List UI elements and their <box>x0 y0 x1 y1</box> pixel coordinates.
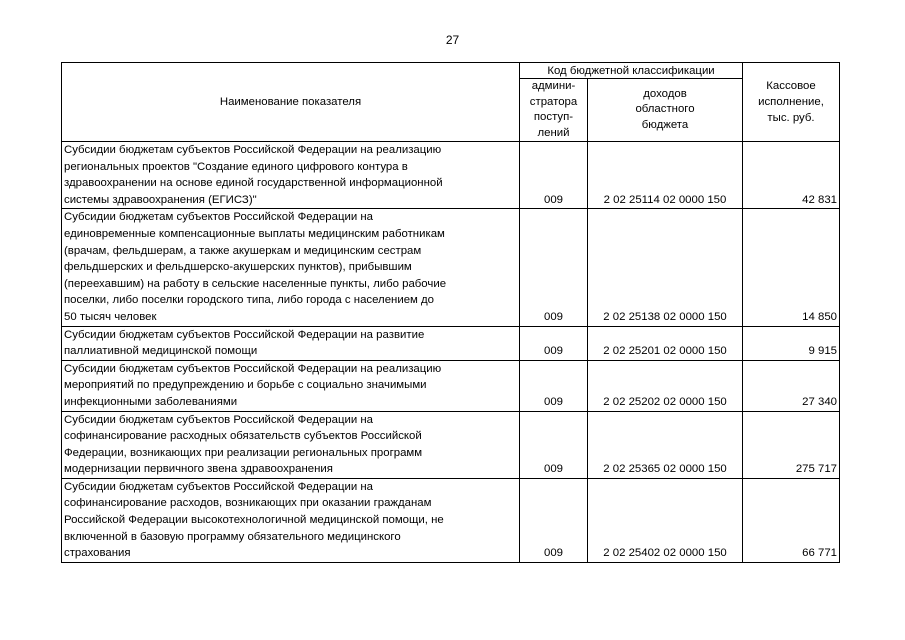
row-indicator-name: Субсидии бюджетам субъектов Российской Федерации на реализацию мероприятий по предупреждению и борьбе с социально значимыми инфекционными заболеваниями <box>62 360 520 411</box>
header-indicator-name: Наименование показателя <box>62 63 520 142</box>
row-cash-execution: 9 915 <box>743 326 840 360</box>
row-cash-execution: 42 831 <box>743 142 840 209</box>
row-indicator-name: Субсидии бюджетам субъектов Российской Федерации на реализацию региональных проектов "Создание единого цифрового контура в здравоохранении на основе единой государственной информационной системы здравоохранения (ЕГИСЗ)" <box>62 142 520 209</box>
header-administrator-text: админи- стратора поступ- лений <box>529 80 578 139</box>
budget-execution-table <box>61 62 840 563</box>
row-indicator-name: Субсидии бюджетам субъектов Российской Федерации на софинансирование расходов, возникающих при оказании гражданам Российской Федерации высокотехнологичной медицинской помощи, не включенной в базовую программу обязательного медицинского страхования <box>62 478 520 562</box>
row-administrator-code: 009 <box>520 478 588 562</box>
row-income-code: 2 02 25201 02 0000 150 <box>588 326 743 360</box>
row-cash-execution: 27 340 <box>743 360 840 411</box>
table-row <box>62 326 840 360</box>
row-indicator-name: Субсидии бюджетам субъектов Российской Федерации на единовременные компенсационные выплаты медицинским работникам (врачам, фельдшерам, а также акушеркам и медицинским сестрам фельдшерских и фельдшерско-акушерских пунктов), прибывшим (переехавшим) на работу в сельские населенные пункты, либо рабочие поселки, либо поселки городского типа, либо города с населением до 50 тысяч человек <box>62 209 520 326</box>
row-administrator-code: 009 <box>520 411 588 478</box>
row-administrator-code: 009 <box>520 360 588 411</box>
row-administrator-code: 009 <box>520 326 588 360</box>
row-cash-execution: 14 850 <box>743 209 840 326</box>
header-budget-code: Код бюджетной классификации <box>520 63 743 79</box>
table-row <box>62 411 840 478</box>
header-administrator <box>520 79 588 142</box>
table-row <box>62 478 840 562</box>
row-income-code: 2 02 25202 02 0000 150 <box>588 360 743 411</box>
row-income-code: 2 02 25114 02 0000 150 <box>588 142 743 209</box>
header-regional-income-text: доходов областного бюджета <box>635 87 695 131</box>
table-row <box>62 209 840 326</box>
header-cash-execution-text: Кассовое исполнение, тыс. руб. <box>758 80 824 124</box>
row-indicator-name: Субсидии бюджетам субъектов Российской Федерации на развитие паллиативной медицинской помощи <box>62 326 520 360</box>
header-regional-income <box>588 79 743 142</box>
table-row <box>62 142 840 209</box>
row-indicator-name: Субсидии бюджетам субъектов Российской Федерации на софинансирование расходных обязательств субъектов Российской Федерации, возникающих при реализации региональных программ модернизации первичного звена здравоохранения <box>62 411 520 478</box>
row-cash-execution: 275 717 <box>743 411 840 478</box>
row-income-code: 2 02 25138 02 0000 150 <box>588 209 743 326</box>
row-administrator-code: 009 <box>520 142 588 209</box>
header-cash-execution <box>743 63 840 142</box>
row-income-code: 2 02 25365 02 0000 150 <box>588 411 743 478</box>
row-cash-execution: 66 771 <box>743 478 840 562</box>
page-number: 27 <box>445 33 460 47</box>
row-income-code: 2 02 25402 02 0000 150 <box>588 478 743 562</box>
row-administrator-code: 009 <box>520 209 588 326</box>
table-row <box>62 360 840 411</box>
